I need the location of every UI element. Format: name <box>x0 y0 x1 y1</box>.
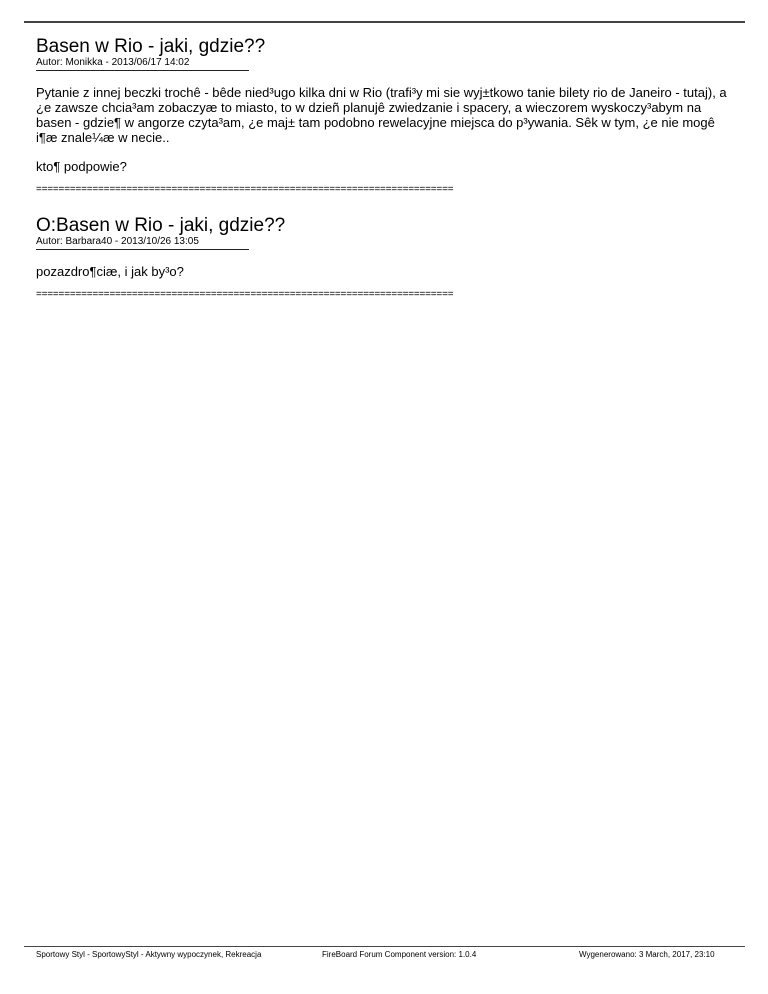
forum-post <box>36 216 736 300</box>
post-title: Basen w Rio - jaki, gdzie?? <box>36 36 266 57</box>
post-separator: ========================================================================== <box>36 289 454 300</box>
top-divider <box>24 21 745 23</box>
meta-divider <box>36 249 249 250</box>
forum-post <box>36 37 736 195</box>
footer-divider <box>24 946 745 947</box>
post-body-paragraph: Pytanie z innej beczki trochê - bêde nied³ugo kilka dni w Rio (trafi³y mi sie wyj±tkowo tanie bilety rio de Janeiro - tutaj), a ¿e zawsze chcia³am zobaczyæ to miasto, to w dzieñ planujê zwiedzanie i spacery, a wieczorem wyskoczy³abym na basen - gdzie¶ w angorze czyta³am, ¿e maj± tam podobno rewelacyjne miejsca do p³ywania. Sêk w tym, ¿e nie mogê i¶æ znale¼æ w necie.. <box>36 85 727 145</box>
footer-site-name: Sportowy Styl - SportowyStyl - Aktywny wypoczynek, Rekreacja <box>36 950 262 959</box>
post-separator: ========================================================================== <box>36 184 454 195</box>
footer-generated-date: Wygenerowano: 3 March, 2017, 23:10 <box>579 950 715 959</box>
footer-component-version: FireBoard Forum Component version: 1.0.4 <box>322 950 477 959</box>
meta-divider <box>36 70 249 71</box>
post-body-paragraph: pozazdro¶ciæ, i jak by³o? <box>36 264 184 279</box>
post-title: O:Basen w Rio - jaki, gdzie?? <box>36 215 286 236</box>
post-author-date: Autor: Barbara40 - 2013/10/26 13:05 <box>36 236 199 247</box>
post-body-paragraph: kto¶ podpowie? <box>36 159 127 174</box>
post-author-date: Autor: Monikka - 2013/06/17 14:02 <box>36 57 190 68</box>
